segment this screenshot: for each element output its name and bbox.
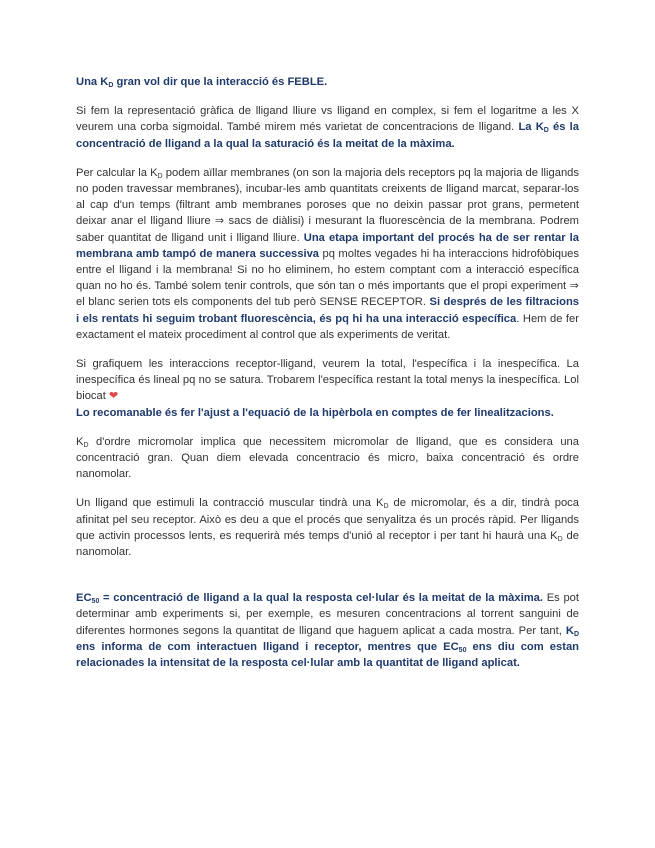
- paragraph-interactions: Si grafiquem les interaccions receptor-lligand, veurem la total, l'específica i la inespecífica. La inespecífica és lineal pq no se satura. Trobarem l'específica restant la total menys la inespecífica. Lol biocat ❤: [76, 358, 579, 403]
- paragraph-kd-micromolar: $K_D$ d'ordre micromolar implica que necessitem micromolar de lligand, que es considera una concentració gran. Quan diem elevada concentracio és micro, baixa concentració és ordre nanomolar.: [76, 435, 579, 481]
- paragraph-recommendation: Lo recomanable és fer l'ajust a l'equació de la hipèrbola en comptes de fer linealitzacions.: [76, 406, 554, 419]
- heading: Una $K_D$ gran vol dir que la interacció és FEBLE.: [76, 76, 328, 89]
- paragraph-ec50: $EC_{50}$ = concentració de lligand a la qual la resposta cel·lular és la meitat de la màxima. Es pot determinar amb experiments si, per exemple, es mesuren concentracions al torrent sanguini de diferentes hormones segons la quantitat de lligand que haguem aplicat a cada mostra. Per tant, $K_D$ ens informa de com interactuen lligand i receptor, mentres que $EC_{50}$ ens diu com estan relacionades la intensitat de la resposta cel·lular amb la quantitat de lligand aplicat.: [76, 592, 580, 670]
- paragraph-kd-definition: Si fem la representació gràfica de lligand lliure vs lligand en complex, si fem el logaritme a les X veurem una corba sigmoidal. També mirem més varietat de concentracions de lligand. La $K_D$ és la concentració de lligand a la qual la saturació és la meitat de la màxima.: [76, 105, 579, 150]
- heart-icon: ❤: [108, 390, 119, 403]
- paragraph-muscle-ligand: Un lligand que estimuli la contracció muscular tindrà una $K_D$ de micromolar, és a dir, tindrà poca afinitat pel seu receptor. Això es deu a que el procés que senyalitza és un procés ràpid. Per lligands que activin processos lents, es requerirà més temps d'unió al receptor i per tant hi haurà una $K_D$ de nanomolar.: [76, 497, 579, 559]
- paragraph-kd-method: Per calcular la $K_D$ podem aïllar membranes (on son la majoria dels receptors pq la majoria de lligands no poden travessar membranes), incubar-les amb quantitats creixents de lligand marcat, separar-los al cap d'un temps (filtrant amb membranes poroses que no deixin passar prot grans, permetent deixar anar el lligand lliure ⇒ sacs de diàlisi) i mesurant la fluorescència de la membrana. Podrem saber quantitat de lligand unit i lligand lliure. Una etapa important del procés ha de ser rentar la membrana amb tampó de manera successiva pq moltes vegades hi ha interaccions hidrofòbiques entre el lligand i la membrana! Si no ho eliminem, ho estem comptant com a interacció específica quan no ho és. També solem tenir controls, que són tan o més importants que el propi experiment ⇒ el blanc serien tots els components del tub però SENSE RECEPTOR. Si després de les filtracions i els rentats hi seguim trobant fluorescència, és pq hi ha una interacció específica. Hem de fer exactament el mateix procediment al control que als experiments de veritat.: [76, 166, 580, 341]
- document-page: [76, 74, 579, 671]
